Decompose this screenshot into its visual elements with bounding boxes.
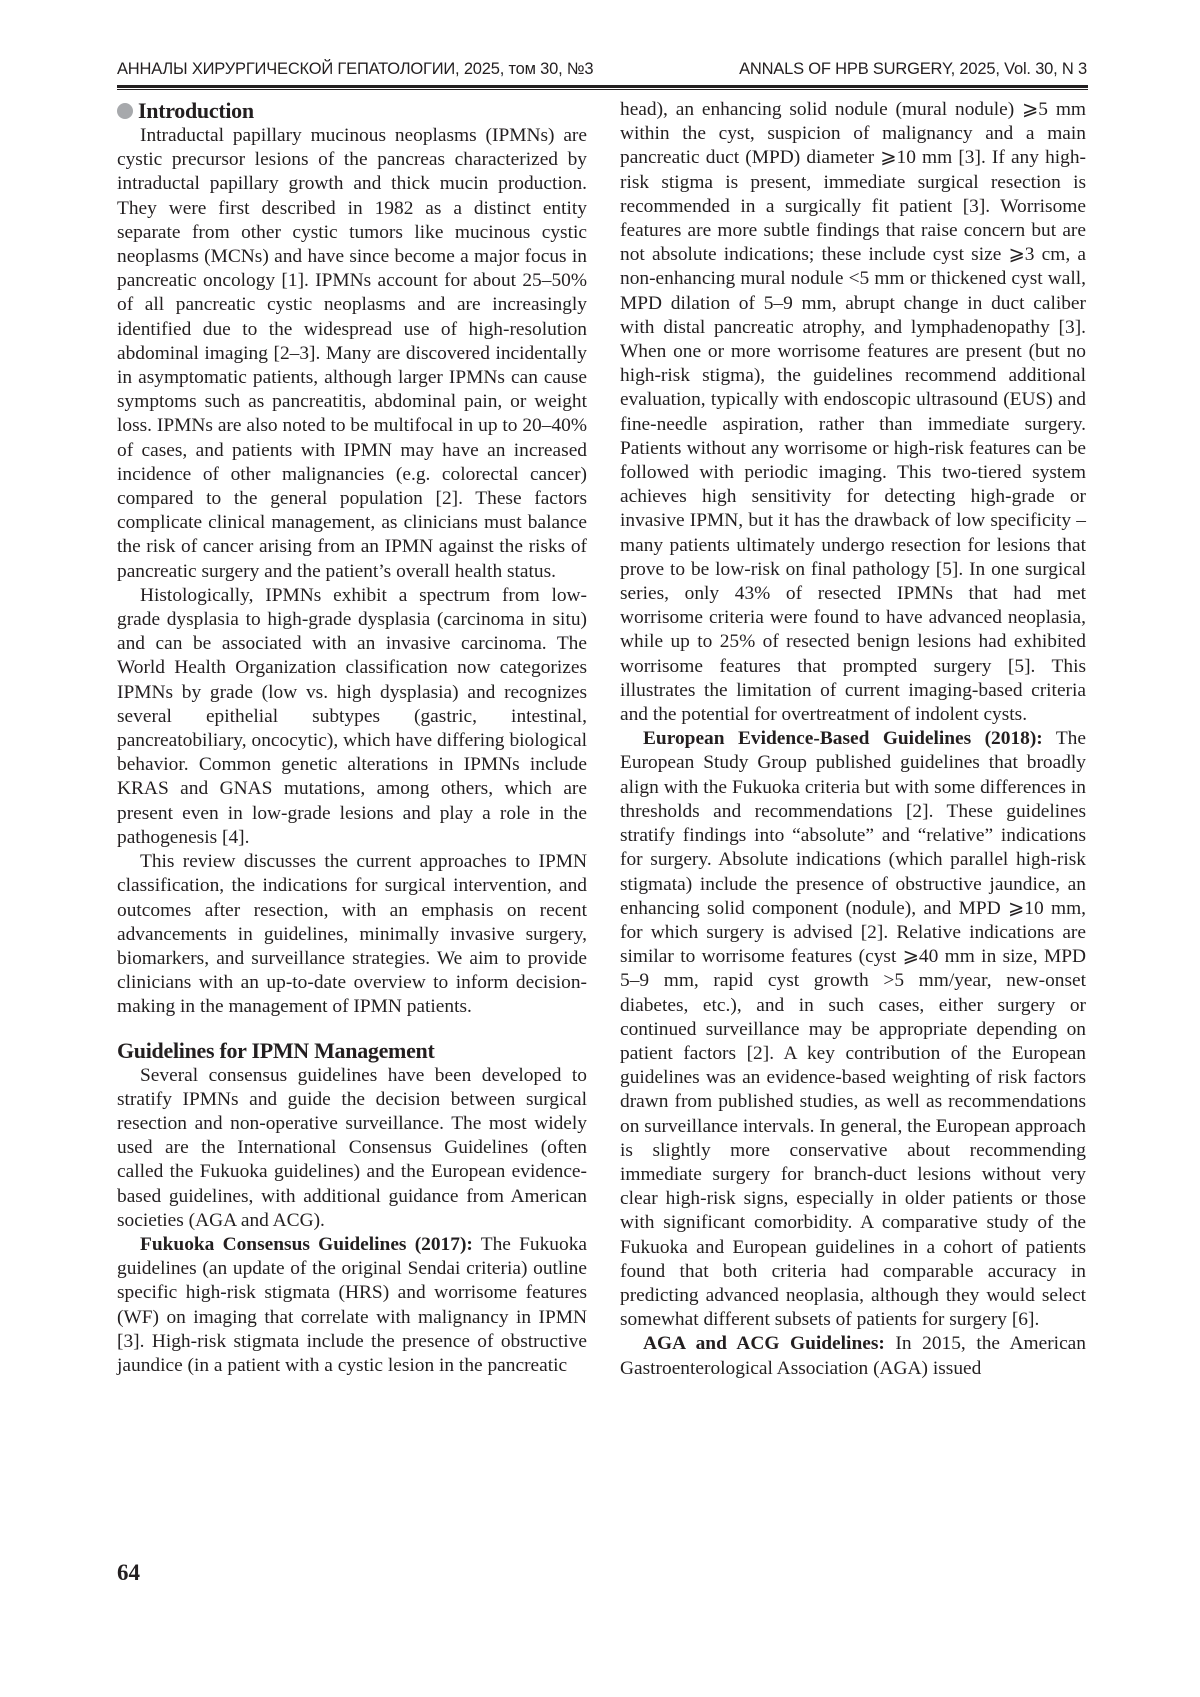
paragraph-european <box>620 727 1086 1332</box>
run-in-heading: European Evidence-Based Guidelines (2018): <box>643 728 1043 749</box>
header-rule-thin <box>117 89 1088 90</box>
paragraph: This review discusses the current approaches to IPMN classification, the indications for surgical intervention, and outcomes after resection, with an emphasis on recent advancements in guidelines, minimally invasive surgery, biomarkers, and surveillance strategies. We aim to provide clinicians with an up-to-date overview to inform decision-making in the management of IPMN patients. <box>117 850 587 1019</box>
paragraph-fukuoka <box>117 1233 587 1378</box>
section-heading-guidelines: Guidelines for IPMN Management <box>117 1038 587 1064</box>
paragraph: Histologically, IPMNs exhibit a spectrum from low-grade dysplasia to high-grade dysplasia (carcinoma in situ) and can be associated with an invasive carcinoma. The World Health Organization classification now categorizes IPMNs by grade (low vs. high dysplasia) and recognizes several epithelial subtypes (gastric, intestinal, pancreatobiliary, oncocytic), which have differing biological behavior. Common genetic alterations in IPMNs include KRAS and GNAS mutations, among others, which are present even in low-grade lesions and play a role in the pathogenesis [4]. <box>117 584 587 850</box>
journal-title-en: ANNALS OF HPB SURGERY, 2025, Vol. 30, N 3 <box>739 60 1087 79</box>
paragraph: Several consensus guidelines have been developed to stratify IPMNs and guide the decision between surgical resection and non-operative surveillance. The most widely used are the International Consensus Guidelines (often called the Fukuoka guidelines) and the European evidence-based guidelines, with additional guidance from American societies (AGA and ACG). <box>117 1064 587 1233</box>
paragraph-text: In 2015, the American Gastroenterological Association (AGA) issued <box>620 1333 1086 1378</box>
run-in-heading: Fukuoka Consensus Guidelines (2017): <box>140 1234 473 1255</box>
paragraph-aga <box>620 1332 1086 1380</box>
paragraph: head), an enhancing solid nodule (mural nodule) ⩾5 mm within the cyst, suspicion of malignancy and a main pancreatic duct (MPD) diameter ⩾10 mm [3]. If any high-risk stigma is present, immediate surgical resection is recommended in a surgically fit patient [3]. Worrisome features are more subtle findings that raise concern but are not absolute indications; these include cyst size ⩾3 cm, a non-enhancing mural nodule <5 mm or thickened cyst wall, MPD dilation of 5–9 mm, abrupt change in duct caliber with distal pancreatic atrophy, and lymphadenopathy [3]. When one or more worrisome features are present (but no high-risk stigma), the guidelines recommend additional evaluation, typically with endoscopic ultrasound (EUS) and fine-needle aspiration, rather than immediate surgery. Patients without any worrisome or high-risk features can be followed with periodic imaging. This two-tiered system achieves high sensitivity for detecting high-grade or invasive IPMN, but it has the drawback of low specificity – many patients ultimately undergo resection for lesions that prove to be low-risk on final pathology [5]. In one surgical series, only 43% of resected IPMNs that had met worrisome criteria were found to have advanced neoplasia, while up to 25% of resected benign lesions had exhibited worrisome features that prompted surgery [5]. This illustrates the limitation of current imaging-based criteria and the potential for overtreatment of indolent cysts. <box>620 98 1086 727</box>
paragraph-text: The Fukuoka guidelines (an update of the original Sendai criteria) outline specific high-risk stigmata (HRS) and worrisome features (WF) on imaging that correlate with malignancy in IPMN [3]. High-risk stigmata include the presence of obstructive jaundice (in a patient with a cystic lesion in the pancreatic <box>117 1234 587 1376</box>
section-heading-introduction <box>117 98 587 124</box>
left-column <box>117 98 587 1378</box>
page-number: 64 <box>117 1560 140 1586</box>
paragraph: Intraductal papillary mucinous neoplasms (IPMNs) are cystic precursor lesions of the pancreas characterized by intraductal papillary growth and thick mucin production. They were first described in 1982 as a distinct entity separate from other cystic tumors like mucinous cystic neoplasms (MCNs) and have since become a major focus in pancreatic oncology [1]. IPMNs account for about 25–50% of all pancreatic cystic neoplasms and are increasingly identified due to the widespread use of high-resolution abdominal imaging [2–3]. Many are discovered incidentally in asymptomatic patients, although larger IPMNs can cause symptoms such as pancreatitis, abdominal pain, or weight loss. IPMNs are also noted to be multifocal in up to 20–40% of cases, and patients with IPMN may have an increased incidence of other malignancies (e.g. colorectal cancer) compared to the general population [2]. These factors complicate clinical management, as clinicians must balance the risk of cancer arising from an IPMN against the risks of pancreatic surgery and the patient’s overall health status. <box>117 124 587 584</box>
header-rule <box>117 85 1088 88</box>
paragraph-text: The European Study Group published guidelines that broadly align with the Fukuoka criteria but with some differences in thresholds and recommendations [2]. These guidelines stratify findings into “absolute” and “relative” indications for surgery. Absolute indications (which parallel high-risk stigmata) include the presence of obstructive jaundice, an enhancing solid component (nodule), and MPD ⩾10 mm, for which surgery is advised [2]. Relative indications are similar to worrisome features (cyst ⩾40 mm in size, MPD 5–9 mm, rapid cyst growth >5 mm/year, new-onset diabetes, etc.), and in such cases, either surgery or continued surveillance may be appropriate depending on patient factors [2]. A key contribution of the European guidelines was an evidence-based weighting of risk factors drawn from published studies, as well as recommendations on surveillance intervals. In general, the European approach is slightly more conservative about recommending immediate surgery for branch-duct lesions without very clear high-risk signs, especially in older patients or those with significant comorbidity. A comparative study of the Fukuoka and European guidelines in a cohort of patients found that both criteria had comparable accuracy in predicting advanced neoplasia, although they would select somewhat different subsets of patients for surgery [6]. <box>620 728 1086 1330</box>
heading-text: Introduction <box>138 98 254 124</box>
running-header <box>117 58 1087 84</box>
section-bullet-icon <box>117 103 133 119</box>
run-in-heading: AGA and ACG Guidelines: <box>643 1333 885 1354</box>
right-column <box>620 98 1086 1381</box>
journal-title-ru: АННАЛЫ ХИРУРГИЧЕСКОЙ ГЕПАТОЛОГИИ, 2025, том 30, №3 <box>117 60 593 79</box>
